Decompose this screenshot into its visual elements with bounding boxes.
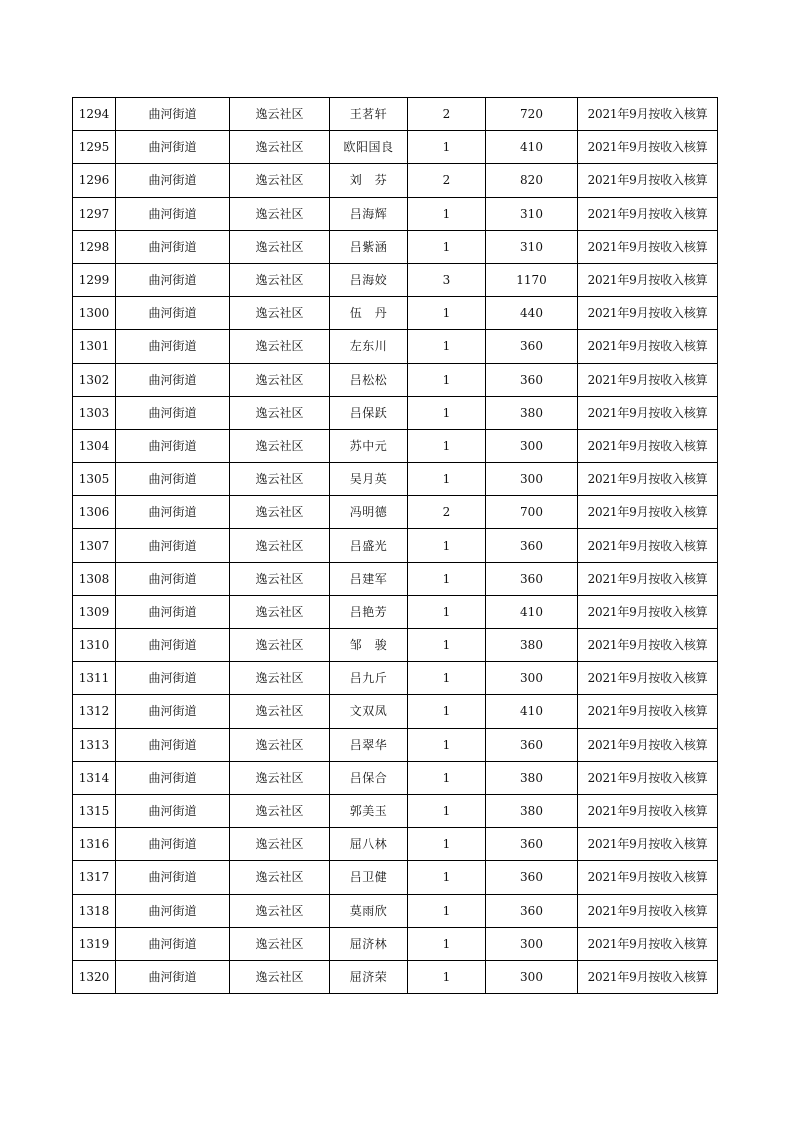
community-cell: 逸云社区 [230,828,330,861]
household-count-cell: 1 [408,197,486,230]
name-cell: 刘 芬 [330,164,408,197]
row-number-cell: 1305 [73,463,116,496]
amount-cell: 310 [486,230,578,263]
table-row [73,728,718,761]
amount-cell: 360 [486,828,578,861]
community-cell: 逸云社区 [230,695,330,728]
table-body [73,98,718,994]
note-cell: 2021年9月按收入核算 [578,728,718,761]
amount-cell: 720 [486,98,578,131]
household-count-cell: 1 [408,662,486,695]
household-count-cell: 1 [408,297,486,330]
row-number-cell: 1302 [73,363,116,396]
row-number-cell: 1300 [73,297,116,330]
household-count-cell: 1 [408,927,486,960]
community-cell: 逸云社区 [230,595,330,628]
amount-cell: 300 [486,662,578,695]
street-cell: 曲河街道 [116,595,230,628]
table-row [73,595,718,628]
name-cell: 吕保跃 [330,396,408,429]
table-row [73,297,718,330]
table-row [73,960,718,993]
household-count-cell: 1 [408,629,486,662]
amount-cell: 360 [486,562,578,595]
table-row [73,828,718,861]
household-count-cell: 1 [408,429,486,462]
street-cell: 曲河街道 [116,894,230,927]
row-number-cell: 1296 [73,164,116,197]
note-cell: 2021年9月按收入核算 [578,164,718,197]
table-row [73,662,718,695]
table-row [73,131,718,164]
name-cell: 屈济荣 [330,960,408,993]
household-count-cell: 1 [408,396,486,429]
street-cell: 曲河街道 [116,463,230,496]
household-count-cell: 1 [408,463,486,496]
street-cell: 曲河街道 [116,728,230,761]
name-cell: 吕盛光 [330,529,408,562]
community-cell: 逸云社区 [230,861,330,894]
street-cell: 曲河街道 [116,562,230,595]
name-cell: 吕九斤 [330,662,408,695]
note-cell: 2021年9月按收入核算 [578,562,718,595]
note-cell: 2021年9月按收入核算 [578,828,718,861]
community-cell: 逸云社区 [230,164,330,197]
note-cell: 2021年9月按收入核算 [578,98,718,131]
note-cell: 2021年9月按收入核算 [578,894,718,927]
name-cell: 吕保合 [330,761,408,794]
street-cell: 曲河街道 [116,761,230,794]
name-cell: 王茗轩 [330,98,408,131]
table-row [73,695,718,728]
table-row [73,894,718,927]
table-row [73,629,718,662]
street-cell: 曲河街道 [116,529,230,562]
row-number-cell: 1307 [73,529,116,562]
street-cell: 曲河街道 [116,396,230,429]
community-cell: 逸云社区 [230,927,330,960]
household-count-cell: 2 [408,164,486,197]
row-number-cell: 1309 [73,595,116,628]
row-number-cell: 1294 [73,98,116,131]
amount-cell: 300 [486,463,578,496]
household-count-cell: 1 [408,363,486,396]
household-count-cell: 1 [408,131,486,164]
amount-cell: 300 [486,927,578,960]
community-cell: 逸云社区 [230,496,330,529]
amount-cell: 700 [486,496,578,529]
household-count-cell: 2 [408,98,486,131]
name-cell: 莫雨欣 [330,894,408,927]
community-cell: 逸云社区 [230,263,330,296]
street-cell: 曲河街道 [116,297,230,330]
community-cell: 逸云社区 [230,894,330,927]
table-row [73,861,718,894]
row-number-cell: 1297 [73,197,116,230]
street-cell: 曲河街道 [116,131,230,164]
community-cell: 逸云社区 [230,629,330,662]
table-row [73,496,718,529]
name-cell: 邹 骏 [330,629,408,662]
community-cell: 逸云社区 [230,396,330,429]
name-cell: 吕海姣 [330,263,408,296]
amount-cell: 410 [486,595,578,628]
table-row [73,363,718,396]
street-cell: 曲河街道 [116,197,230,230]
amount-cell: 380 [486,761,578,794]
amount-cell: 410 [486,695,578,728]
row-number-cell: 1299 [73,263,116,296]
household-count-cell: 1 [408,595,486,628]
table-row [73,164,718,197]
note-cell: 2021年9月按收入核算 [578,429,718,462]
community-cell: 逸云社区 [230,131,330,164]
community-cell: 逸云社区 [230,363,330,396]
row-number-cell: 1310 [73,629,116,662]
community-cell: 逸云社区 [230,230,330,263]
note-cell: 2021年9月按收入核算 [578,794,718,827]
household-count-cell: 1 [408,894,486,927]
note-cell: 2021年9月按收入核算 [578,131,718,164]
note-cell: 2021年9月按收入核算 [578,695,718,728]
row-number-cell: 1317 [73,861,116,894]
household-count-cell: 1 [408,960,486,993]
household-count-cell: 2 [408,496,486,529]
row-number-cell: 1301 [73,330,116,363]
note-cell: 2021年9月按收入核算 [578,297,718,330]
community-cell: 逸云社区 [230,330,330,363]
amount-cell: 380 [486,629,578,662]
name-cell: 吕松松 [330,363,408,396]
household-count-cell: 1 [408,861,486,894]
note-cell: 2021年9月按收入核算 [578,927,718,960]
name-cell: 伍 丹 [330,297,408,330]
amount-cell: 360 [486,894,578,927]
table-row [73,761,718,794]
note-cell: 2021年9月按收入核算 [578,960,718,993]
street-cell: 曲河街道 [116,828,230,861]
household-count-cell: 1 [408,794,486,827]
amount-cell: 360 [486,728,578,761]
name-cell: 吕卫健 [330,861,408,894]
amount-cell: 380 [486,794,578,827]
name-cell: 苏中元 [330,429,408,462]
note-cell: 2021年9月按收入核算 [578,662,718,695]
table-row [73,263,718,296]
amount-cell: 360 [486,363,578,396]
household-count-cell: 1 [408,529,486,562]
name-cell: 文双凤 [330,695,408,728]
street-cell: 曲河街道 [116,363,230,396]
street-cell: 曲河街道 [116,496,230,529]
community-cell: 逸云社区 [230,562,330,595]
row-number-cell: 1312 [73,695,116,728]
table-row [73,330,718,363]
note-cell: 2021年9月按收入核算 [578,496,718,529]
row-number-cell: 1303 [73,396,116,429]
table-row [73,529,718,562]
note-cell: 2021年9月按收入核算 [578,861,718,894]
community-cell: 逸云社区 [230,728,330,761]
street-cell: 曲河街道 [116,629,230,662]
name-cell: 欧阳国良 [330,131,408,164]
amount-cell: 440 [486,297,578,330]
community-cell: 逸云社区 [230,197,330,230]
table-row [73,230,718,263]
name-cell: 吕翠华 [330,728,408,761]
street-cell: 曲河街道 [116,263,230,296]
community-cell: 逸云社区 [230,297,330,330]
table-row [73,429,718,462]
note-cell: 2021年9月按收入核算 [578,263,718,296]
community-cell: 逸云社区 [230,960,330,993]
name-cell: 屈济林 [330,927,408,960]
table-row [73,463,718,496]
household-count-cell: 1 [408,828,486,861]
row-number-cell: 1320 [73,960,116,993]
household-count-cell: 1 [408,761,486,794]
name-cell: 屈八林 [330,828,408,861]
table-row [73,794,718,827]
street-cell: 曲河街道 [116,960,230,993]
note-cell: 2021年9月按收入核算 [578,529,718,562]
row-number-cell: 1308 [73,562,116,595]
note-cell: 2021年9月按收入核算 [578,629,718,662]
community-cell: 逸云社区 [230,463,330,496]
name-cell: 冯明德 [330,496,408,529]
note-cell: 2021年9月按收入核算 [578,595,718,628]
row-number-cell: 1316 [73,828,116,861]
note-cell: 2021年9月按收入核算 [578,463,718,496]
table-row [73,197,718,230]
street-cell: 曲河街道 [116,330,230,363]
household-count-cell: 1 [408,330,486,363]
community-cell: 逸云社区 [230,529,330,562]
household-count-cell: 1 [408,230,486,263]
amount-cell: 410 [486,131,578,164]
name-cell: 吴月英 [330,463,408,496]
household-count-cell: 1 [408,728,486,761]
street-cell: 曲河街道 [116,927,230,960]
note-cell: 2021年9月按收入核算 [578,230,718,263]
note-cell: 2021年9月按收入核算 [578,396,718,429]
table-row [73,396,718,429]
table-row [73,927,718,960]
table-row [73,562,718,595]
row-number-cell: 1295 [73,131,116,164]
amount-cell: 380 [486,396,578,429]
street-cell: 曲河街道 [116,98,230,131]
community-cell: 逸云社区 [230,429,330,462]
amount-cell: 300 [486,429,578,462]
community-cell: 逸云社区 [230,662,330,695]
note-cell: 2021年9月按收入核算 [578,363,718,396]
household-count-cell: 1 [408,562,486,595]
name-cell: 吕建军 [330,562,408,595]
name-cell: 吕海辉 [330,197,408,230]
row-number-cell: 1314 [73,761,116,794]
row-number-cell: 1313 [73,728,116,761]
amount-cell: 360 [486,330,578,363]
amount-cell: 310 [486,197,578,230]
community-cell: 逸云社区 [230,98,330,131]
table-row [73,98,718,131]
allowance-table [72,97,718,994]
note-cell: 2021年9月按收入核算 [578,761,718,794]
row-number-cell: 1311 [73,662,116,695]
street-cell: 曲河街道 [116,695,230,728]
street-cell: 曲河街道 [116,861,230,894]
amount-cell: 360 [486,529,578,562]
street-cell: 曲河街道 [116,164,230,197]
name-cell: 吕紫涵 [330,230,408,263]
community-cell: 逸云社区 [230,794,330,827]
household-count-cell: 1 [408,695,486,728]
row-number-cell: 1306 [73,496,116,529]
name-cell: 吕艳芳 [330,595,408,628]
street-cell: 曲河街道 [116,429,230,462]
amount-cell: 820 [486,164,578,197]
row-number-cell: 1304 [73,429,116,462]
name-cell: 郭美玉 [330,794,408,827]
note-cell: 2021年9月按收入核算 [578,197,718,230]
community-cell: 逸云社区 [230,761,330,794]
household-count-cell: 3 [408,263,486,296]
note-cell: 2021年9月按收入核算 [578,330,718,363]
name-cell: 左东川 [330,330,408,363]
row-number-cell: 1318 [73,894,116,927]
street-cell: 曲河街道 [116,230,230,263]
row-number-cell: 1319 [73,927,116,960]
amount-cell: 360 [486,861,578,894]
row-number-cell: 1315 [73,794,116,827]
amount-cell: 300 [486,960,578,993]
street-cell: 曲河街道 [116,662,230,695]
amount-cell: 1170 [486,263,578,296]
street-cell: 曲河街道 [116,794,230,827]
row-number-cell: 1298 [73,230,116,263]
